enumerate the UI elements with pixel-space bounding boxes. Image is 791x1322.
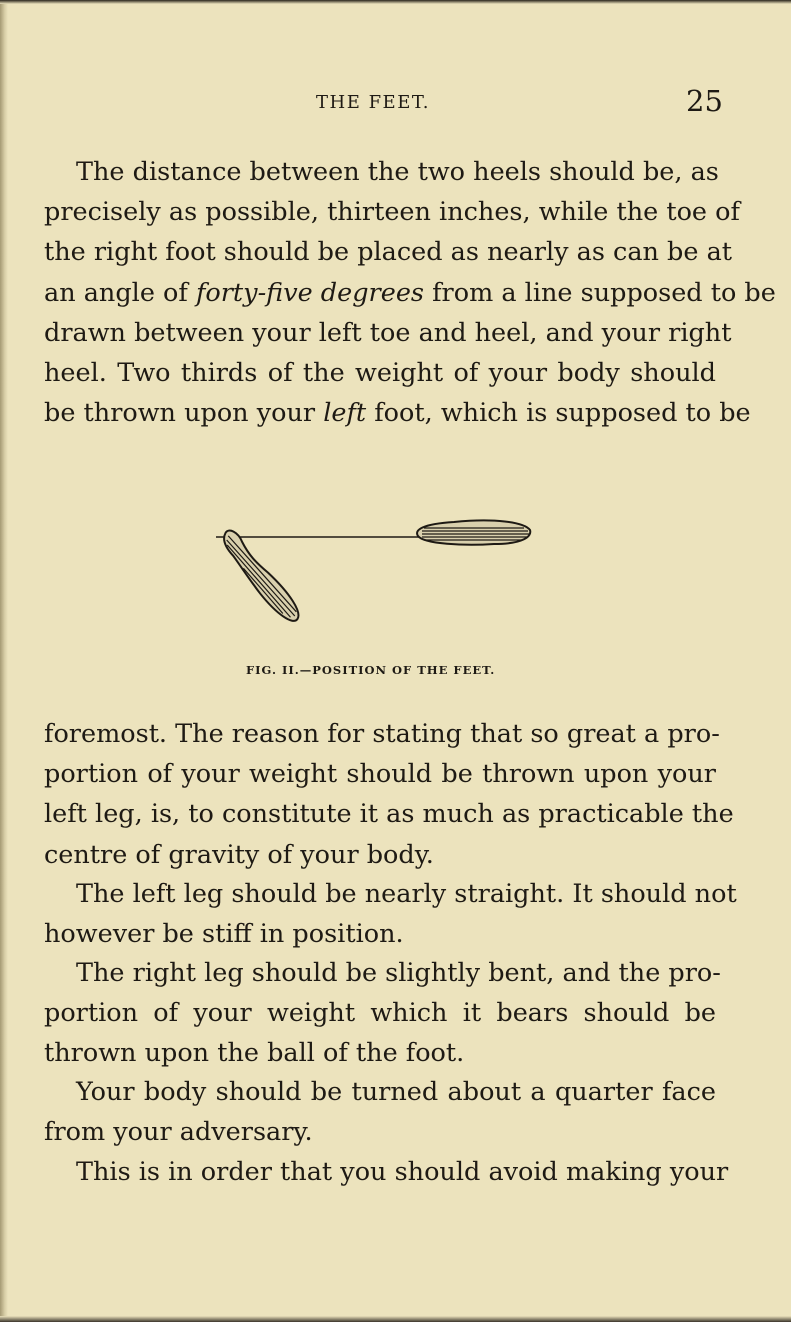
paragraph-weight-reason: [44, 714, 734, 875]
paragraph-heels-distance: [44, 152, 776, 433]
text-line: from your adversary.: [44, 1117, 313, 1148]
page-edge-left: [0, 0, 8, 1322]
text-line: the right foot should be placed as nearly as can be at: [44, 237, 733, 268]
page-edge-top: [0, 0, 791, 4]
text-line: thrown upon the ball of the foot.: [44, 1038, 465, 1069]
text-line: Your body should be turned about a quarter face: [76, 1077, 716, 1107]
text-line: left leg, is, to constitute it as much as practicable the: [44, 799, 734, 830]
text-line: The distance between the two heels should be, as: [76, 157, 719, 187]
text-line: portion of your weight should be thrown upon your: [44, 759, 716, 790]
text-line: however be stiff in position.: [44, 919, 404, 950]
italic-text: left: [323, 398, 367, 429]
paragraph-avoid: [44, 1152, 729, 1192]
feet-position-figure: [210, 500, 540, 625]
page-edge-bottom: [0, 1316, 791, 1322]
text-line: centre of gravity of your body.: [44, 839, 434, 870]
text-segment: from a line supposed to be: [424, 277, 776, 308]
text-segment: foot, which is supposed to be: [366, 398, 751, 429]
text-line: The left leg should be nearly straight. It should not: [76, 879, 737, 909]
text-line: portion of your weight which it bears should be: [44, 998, 716, 1029]
text-segment: be thrown upon your: [44, 398, 324, 429]
paragraph-left-leg: [44, 874, 737, 954]
text-line: The right leg should be slightly bent, and the pro-: [76, 958, 721, 988]
text-line: drawn between your left toe and heel, and your right: [44, 317, 732, 348]
left-foot-drawing: [417, 520, 530, 544]
paragraph-right-leg: [44, 953, 721, 1074]
text-line: foremost. The reason for stating that so great a pro-: [44, 719, 720, 749]
text-line: This is in order that you should avoid making your: [76, 1157, 729, 1187]
paragraph-body-turn: [44, 1072, 716, 1152]
text-line: heel. Two thirds of the weight of your body should: [44, 358, 716, 389]
right-foot-drawing: [213, 528, 307, 625]
italic-text: forty-five degrees: [195, 277, 424, 308]
text-segment: an angle of: [44, 277, 196, 308]
figure-caption: FIG. II.—POSITION OF THE FEET.: [246, 663, 496, 677]
page-number: 25: [686, 84, 723, 118]
text-line: precisely as possible, thirteen inches, while the toe of: [44, 197, 740, 228]
running-head: THE FEET.: [316, 92, 430, 113]
text-line: [44, 273, 776, 313]
text-line: [44, 393, 751, 433]
